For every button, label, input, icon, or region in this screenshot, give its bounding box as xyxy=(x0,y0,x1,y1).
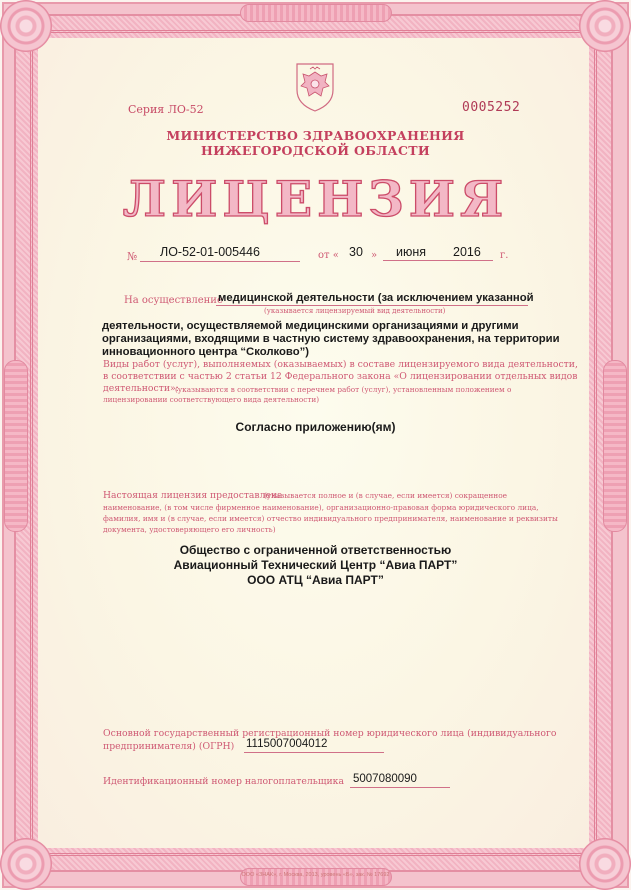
inn-value: 5007080090 xyxy=(353,773,417,785)
inn-label: Идентификационный номер налогоплательщика xyxy=(103,776,345,787)
works-value: Согласно приложению(ям) xyxy=(235,420,396,434)
corner-rosette-icon xyxy=(0,0,52,52)
license-number-underline xyxy=(140,261,300,262)
ogrn-label-line1: Основной государственный регистрационный номер юридического лица (индивидуального xyxy=(103,728,557,739)
corner-rosette-icon xyxy=(579,0,631,52)
corner-rosette-icon xyxy=(0,838,52,890)
year-suffix: г. xyxy=(500,250,509,261)
holder-hint1: (указывается полное и (в случае, если имеется) сокращенное xyxy=(264,491,508,500)
holder-name-line1: Общество с ограниченной ответственностью xyxy=(179,543,452,557)
activity-line4: инновационного центра “Сколково”) xyxy=(102,346,310,358)
ministry-name-line2: НИЖЕГОРОДСКОЙ ОБЛАСТИ xyxy=(200,143,430,158)
activity-hint: (указывается лицензируемый вид деятельности) xyxy=(264,307,446,315)
activity-line3: организациями, входящими в частную систему здравоохранения, на территории xyxy=(102,333,560,345)
license-number: ЛО-52-01-005446 xyxy=(160,245,260,259)
works-line1: Виды работ (услуг), выполняемых (оказываемых) в составе лицензируемого вида деятельности, xyxy=(103,359,578,370)
printer-imprint: ООО «ЗНАК», г. Москва, 2013, уровень «Б», зак. № 17692 xyxy=(241,872,390,878)
license-month: июня xyxy=(396,245,427,259)
date-from-label: от « xyxy=(318,250,339,261)
side-ornament-right xyxy=(603,360,627,532)
blank-number: 0005252 xyxy=(462,100,521,115)
coat-of-arms-emblem-icon xyxy=(293,62,337,112)
holder-hint4: документа, удостоверяющего его личность) xyxy=(103,525,276,534)
activity-line2: деятельности, осуществляемой медицинскими организациями и другими xyxy=(102,320,519,332)
page-title: ЛИЦЕНЗИЯ xyxy=(122,170,509,228)
activity-underline xyxy=(216,305,528,306)
license-number-label: № xyxy=(127,250,138,263)
document-paper xyxy=(38,38,589,848)
ogrn-value: 1115007004012 xyxy=(246,738,328,750)
holder-name-line2: Авиационный Технический Центр “Авиа ПАРТ” xyxy=(173,558,458,572)
date-close-quote: » xyxy=(371,250,378,261)
side-ornament-left xyxy=(4,360,28,532)
ministry-name-line1: МИНИСТЕРСТВО ЗДРАВООХРАНЕНИЯ xyxy=(166,128,465,143)
works-line2: в соответствии с частью 2 статьи 12 Федерального закона «О лицензировании отдельных видов xyxy=(103,371,578,382)
holder-label: Настоящая лицензия предоставлена xyxy=(103,490,283,501)
holder-name-line3: ООО АТЦ “Авиа ПАРТ” xyxy=(247,573,384,587)
activity-label: На осуществление xyxy=(124,295,223,306)
works-line4-hint: лицензировании соответствующего вида деятельности) xyxy=(103,395,320,404)
works-line3-hint: (указываются в соответствии с перечнем работ (услуг), установленным положением о xyxy=(175,385,512,394)
works-line3-label: деятельности»: xyxy=(103,383,179,394)
license-year: 2016 xyxy=(453,245,481,259)
ogrn-label-line2: предпринимателя) (ОГРН) xyxy=(103,741,235,752)
ogrn-underline xyxy=(244,752,384,753)
license-day: 30 xyxy=(349,245,363,259)
holder-hint2: наименование, (в том числе фирменное наименование), организационно-правовая форма юридического лица, xyxy=(103,503,539,512)
holder-hint3: фамилия, имя и (в случае, если имеется) отчество индивидуального предпринимателя, наименование и реквизиты xyxy=(103,514,558,523)
inn-underline xyxy=(350,787,450,788)
series-label: Серия ЛО-52 xyxy=(128,103,204,116)
date-underline xyxy=(383,260,493,261)
top-ornament xyxy=(240,4,392,22)
activity-line1: медицинской деятельности (за исключением указанной xyxy=(218,292,534,304)
corner-rosette-icon xyxy=(579,838,631,890)
